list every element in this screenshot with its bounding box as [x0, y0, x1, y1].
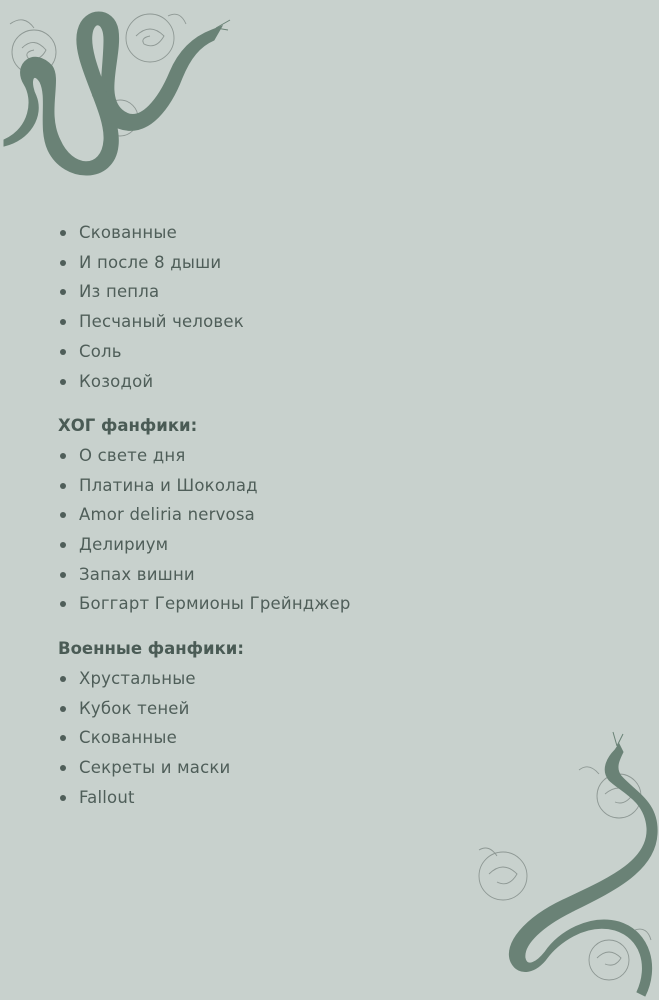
section-heading-hog: ХОГ фанфики:	[58, 416, 198, 436]
list-item[interactable]: Запах вишни	[58, 560, 618, 590]
snake-tongue	[216, 20, 230, 30]
list-item[interactable]: Amor deliria nervosa	[58, 500, 618, 530]
list-item[interactable]: Платина и Шоколад	[58, 471, 618, 501]
section-heading-military: Военные фанфики:	[58, 639, 244, 659]
list-item[interactable]: Скованные	[58, 218, 618, 248]
list-military	[58, 664, 618, 813]
list-top	[58, 218, 618, 396]
list-item[interactable]: Fallout	[58, 783, 618, 813]
rose-outlines	[10, 14, 186, 136]
reading-list	[58, 218, 618, 812]
list-item[interactable]: Хрустальные	[58, 664, 618, 694]
list-item[interactable]: Соль	[58, 337, 618, 367]
list-item[interactable]: И после 8 дыши	[58, 248, 618, 278]
list-item[interactable]: Песчаный человек	[58, 307, 618, 337]
list-item[interactable]: Из пепла	[58, 277, 618, 307]
list-item[interactable]: Скованные	[58, 723, 618, 753]
list-hog	[58, 441, 618, 619]
list-item[interactable]: Делириум	[58, 530, 618, 560]
snake-body	[4, 12, 222, 175]
list-item[interactable]: Кубок теней	[58, 694, 618, 724]
list-item[interactable]: Козодой	[58, 367, 618, 397]
list-item[interactable]: О свете дня	[58, 441, 618, 471]
snake-rose-decoration-top-icon	[0, 0, 240, 190]
list-item[interactable]: Боггарт Гермионы Грейнджер	[58, 589, 618, 619]
list-item[interactable]: Секреты и маски	[58, 753, 618, 783]
